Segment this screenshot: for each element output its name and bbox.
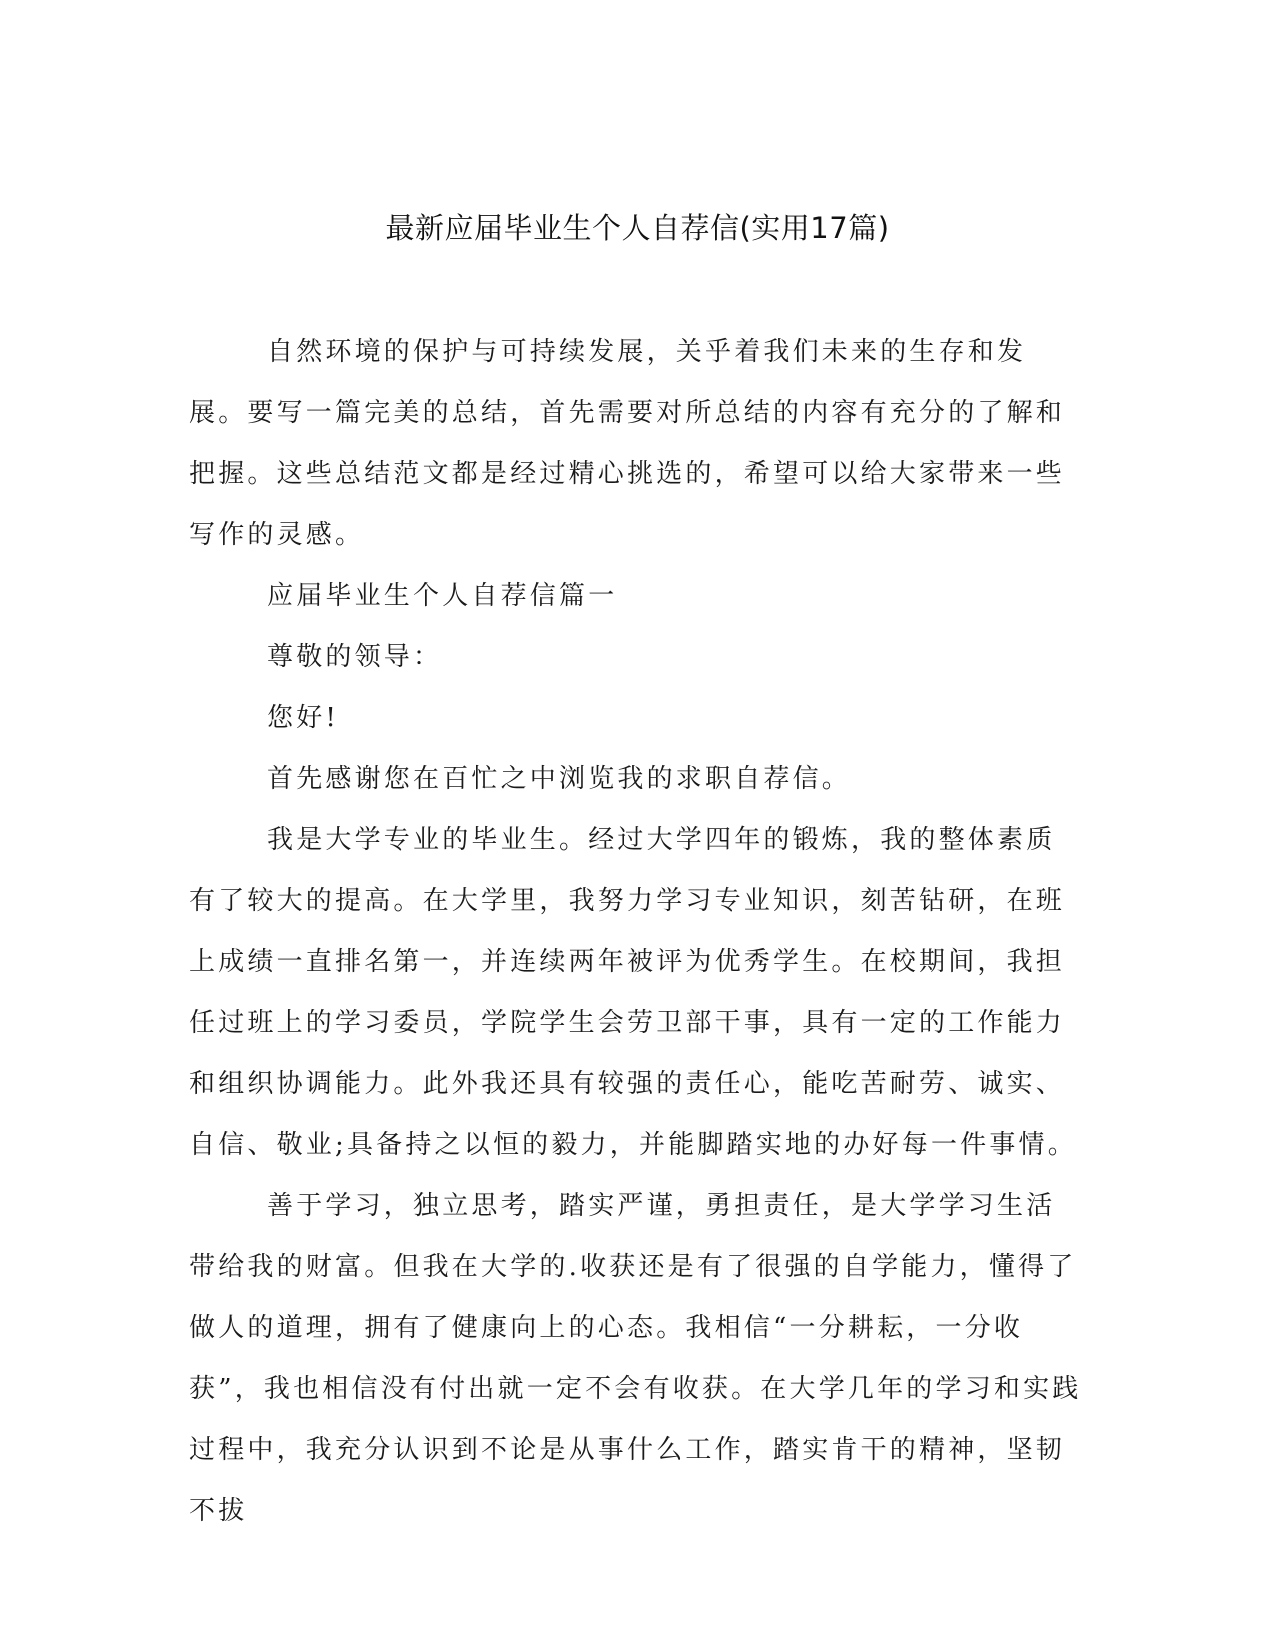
paragraph-learning: 善于学习，独立思考，踏实严谨，勇担责任，是大学学习生活带给我的财富。但我在大学的.收获还是有了很强的自学能力，懂得了做人的道理，拥有了健康向上的心态。我相信“一分耕耘，一分收获”，我也相信没有付出就一定不会有收获。在大学几年的学习和实践过程中，我充分认识到不论是从事什么工作，踏实肯干的精神，坚韧不拔 xyxy=(189,1191,1082,1526)
document-title: 最新应届毕业生个人自荐信(实用17篇) xyxy=(385,211,890,245)
paragraph-thanks: 首先感谢您在百忙之中浏览我的求职自荐信。 xyxy=(267,764,852,794)
paragraph-greeting: 您好! xyxy=(267,703,340,733)
document-body xyxy=(189,322,1084,1542)
paragraph-intro: 自然环境的保护与可持续发展，关乎着我们未来的生存和发展。要写一篇完美的总结，首先需要对所总结的内容有充分的了解和把握。这些总结范文都是经过精心挑选的，希望可以给大家带来一些写作的灵感。 xyxy=(189,337,1066,550)
paragraph-salutation: 尊敬的领导： xyxy=(267,642,443,672)
paragraph-self-introduction: 我是大学专业的毕业生。经过大学四年的锻炼，我的整体素质有了较大的提高。在大学里，我努力学习专业知识，刻苦钻研，在班上成绩一直排名第一，并连续两年被评为优秀学生。在校期间，我担任过班上的学习委员，学院学生会劳卫部干事，具有一定的工作能力和组织协调能力。此外我还具有较强的责任心，能吃苦耐劳、诚实、自信、敬业;具备持之以恒的毅力，并能脚踏实地的办好每一件事情。 xyxy=(189,825,1077,1160)
paragraph-section-heading: 应届毕业生个人自荐信篇一 xyxy=(267,581,618,611)
